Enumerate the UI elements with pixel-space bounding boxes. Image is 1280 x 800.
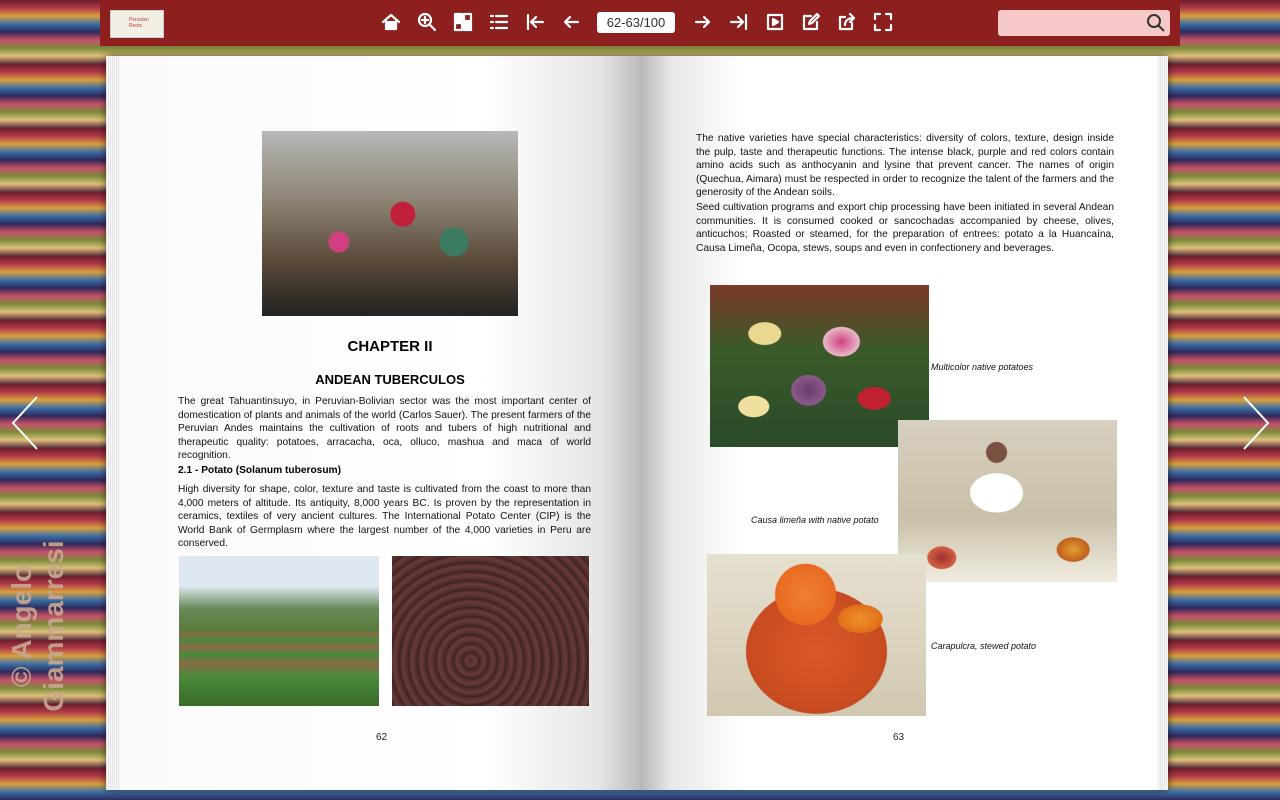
section-title: ANDEAN TUBERCULOS bbox=[315, 372, 465, 387]
edit-icon bbox=[801, 12, 821, 32]
chevron-left-icon bbox=[10, 395, 40, 451]
play-icon bbox=[765, 12, 785, 32]
left-page[interactable] bbox=[120, 56, 640, 790]
home-button[interactable] bbox=[380, 12, 402, 34]
page-indicator[interactable]: 62-63/100 bbox=[597, 12, 675, 33]
page-number: 63 bbox=[893, 732, 905, 743]
potato-market-photo bbox=[392, 556, 589, 706]
arrow-left-icon bbox=[561, 12, 581, 32]
share-button[interactable] bbox=[836, 12, 858, 34]
caption: Multicolor native potatoes bbox=[931, 362, 1034, 372]
previous-page-button[interactable] bbox=[560, 12, 582, 34]
next-spread-arrow[interactable] bbox=[1241, 395, 1271, 451]
page-number: 62 bbox=[376, 732, 388, 743]
annotate-button[interactable] bbox=[800, 12, 822, 34]
last-page-icon bbox=[729, 12, 749, 32]
paragraph: High diversity for shape, color, texture and taste is cultivated from the coast to more than 4,000 meters of altitude. Its antiquity, 8,000 years BC. Is proven by the representation in ceramics, textiles of very ancient cultures. The International Potato Center (CIP) is the World Bank of Germplasm where the largest number of the 4,000 varieties in Peru are conserved. bbox=[178, 484, 591, 549]
chef-photo bbox=[898, 420, 1117, 582]
paragraph: Seed cultivation programs and export chip processing have been initiated in several Andean communities. It is consumed cooked or sancochadas accompanied by cheese, olives, anticuchos; Roasted or steamed, for the preparation of entrees: potato a la Huancaína, Causa Limeña, Ocopa, stews, soups and even in confectionery and beverages. bbox=[696, 202, 1114, 254]
fullscreen-button[interactable] bbox=[872, 12, 894, 34]
page-edge-left bbox=[106, 56, 120, 790]
caption: Causa limeña with native potato bbox=[751, 515, 879, 525]
paragraph: The native varieties have special characteristics: diversity of colors, texture, design inside the pulp, taste and therapeutic functions. The intense black, purple and red colors contain amino acids such as anthocyanin and lysine that prevent cancer. The names of origin (Quechua, Aimara) must be respected in order to recognize the talent of the farmers and the generosity of the Andean soils. bbox=[696, 133, 1114, 198]
arrow-right-icon bbox=[693, 12, 713, 32]
share-icon bbox=[837, 12, 857, 32]
autoplay-button[interactable] bbox=[764, 12, 786, 34]
last-page-button[interactable] bbox=[728, 12, 750, 34]
search-box bbox=[998, 10, 1170, 36]
first-page-icon bbox=[525, 12, 545, 32]
right-page[interactable] bbox=[640, 56, 1158, 790]
paragraph: The great Tahuantinsuyo, in Peruvian-Bolivian sector was the most important center of domestication of plants and animals of the world (Carlos Sauer). The present farmers of the Peruvian Andes maintains the cultivation of roots and tubers of high nutritional and therapeutic quality: potatoes, arracacha, oca, olluco, mashua and maca of world recognition. bbox=[178, 396, 591, 461]
chapter-heading: CHAPTER II bbox=[347, 338, 433, 355]
first-page-button[interactable] bbox=[524, 12, 546, 34]
thumbnails-icon bbox=[453, 12, 473, 32]
subheading: 2.1 - Potato (Solanum tuberosum) bbox=[178, 465, 342, 476]
search-input[interactable] bbox=[998, 10, 1150, 36]
potato-field-photo bbox=[179, 556, 379, 706]
search-icon[interactable] bbox=[1146, 13, 1166, 33]
thumbnails-button[interactable] bbox=[452, 12, 474, 34]
book bbox=[106, 56, 1168, 790]
caption: Carapulcra, stewed potato bbox=[931, 641, 1037, 651]
market-photo bbox=[262, 131, 518, 316]
carapulcra-photo bbox=[707, 554, 926, 716]
watermark: © Angelo Giammarresi bbox=[6, 540, 69, 712]
next-page-button[interactable] bbox=[692, 12, 714, 34]
chevron-right-icon bbox=[1241, 395, 1271, 451]
multicolor-potatoes-photo bbox=[710, 285, 929, 447]
home-icon bbox=[381, 12, 401, 32]
zoom-button[interactable] bbox=[416, 12, 438, 34]
toolbar bbox=[100, 0, 1180, 46]
list-icon bbox=[489, 12, 509, 32]
zoom-in-icon bbox=[417, 12, 437, 32]
logo[interactable] bbox=[110, 10, 164, 38]
fullscreen-icon bbox=[873, 12, 893, 32]
previous-spread-arrow[interactable] bbox=[10, 395, 40, 451]
page-edge-right bbox=[1158, 56, 1168, 790]
table-of-contents-button[interactable] bbox=[488, 12, 510, 34]
logo-text: Peruvian Roots bbox=[129, 17, 149, 29]
